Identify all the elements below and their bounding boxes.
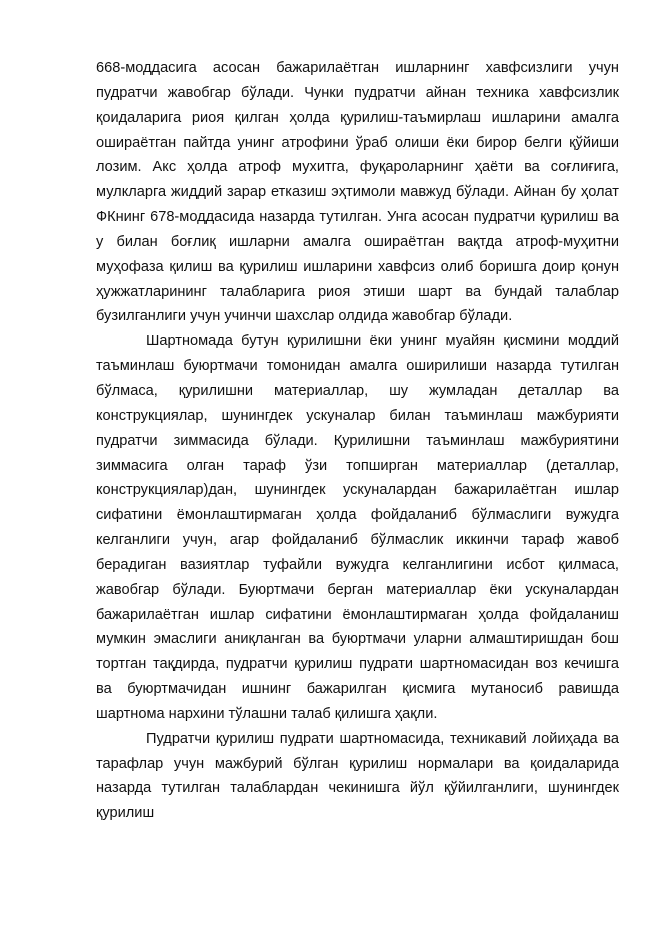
paragraph-2: Шартномада бутун қурилишни ёки унинг муайян қисмини моддий таъминлаш буюртмачи томонидан амалга оширилиши назарда тутилган бўлмаса, қурилишни материаллар, шу жумладан деталлар ва конструкциялар, шунингдек ускуналар билан таъминлаш мажбурияти пудратчи зиммасида бўлади. Қурилишни таъминлаш мажбуриятини зиммасига олган тараф ўзи топширган материаллар (деталлар, конструкциялар)дан, шунингдек ускуналардан бажарилаётган ишлар сифатини ёмонлаштирмаган ҳолда фойдаланиб бўлмаслиги вужудга келганлиги учун, агар фойдаланиб бўлмаслик иккинчи тараф жавоб берадиган вазиятлар туфайли вужудга келганлигини исбот қилмаса, жавобгар бўлади. Буюртмачи берган материаллар ёки ускуналардан бажарилаётган ишлар сифатини ёмонлаштирмаган ҳолда фойдаланиш мумкин эмаслиги аниқланган ва буюртмачи уларни алмаштиришдан бош тортган тақдирда, пудратчи қурилиш пудрати шартномасидан воз кечишга ва буюртмачидан ишнинг бажарилган қисмига мутаносиб равишда шартнома нархини тўлашни талаб қилишга ҳақли. (96, 333, 619, 722)
paragraph-1: 668-моддасига асосан бажарилаётган ишларнинг хавфсизлиги учун пудратчи жавобгар бўлади. Чунки пудратчи айнан техника хавфсизлик қоидаларига риоя қилган ҳолда қурилиш-таъмирлаш ишларини амалга ошираётган пайтда унинг атрофини ўраб олиши ёки бирор белги қўйиши лозим. Акс ҳолда атроф мухитга, фуқароларнинг ҳаёти ва соғлиғига, мулкларга жиддий зарар етказиш эҳтимоли мавжуд бўлади. Айнан бу ҳолат ФКнинг 678-моддасида назарда тутилган. Унга асосан пудратчи қурилиш ва у билан боғлиқ ишларни амалга ошираётган вақтда атроф-муҳитни муҳофаза қилиш ва қурилиш ишларини хавфсиз олиб боришга доир қонун ҳужжатларининг талабларига риоя этиши шарт ва бундай талаблар бузилганлиги учун учинчи шахслар олдида жавобгар бўлади. (96, 60, 619, 325)
document-page (96, 56, 619, 826)
paragraph-3: Пудратчи қурилиш пудрати шартномасида, техникавий лойиҳада ва тарафлар учун мажбурий бўлган қурилиш нормалари ва қоидаларида назарда тутилган талаблардан чекинишга йўл қўйилганлиги, шунингдек қурилиш (96, 730, 619, 822)
